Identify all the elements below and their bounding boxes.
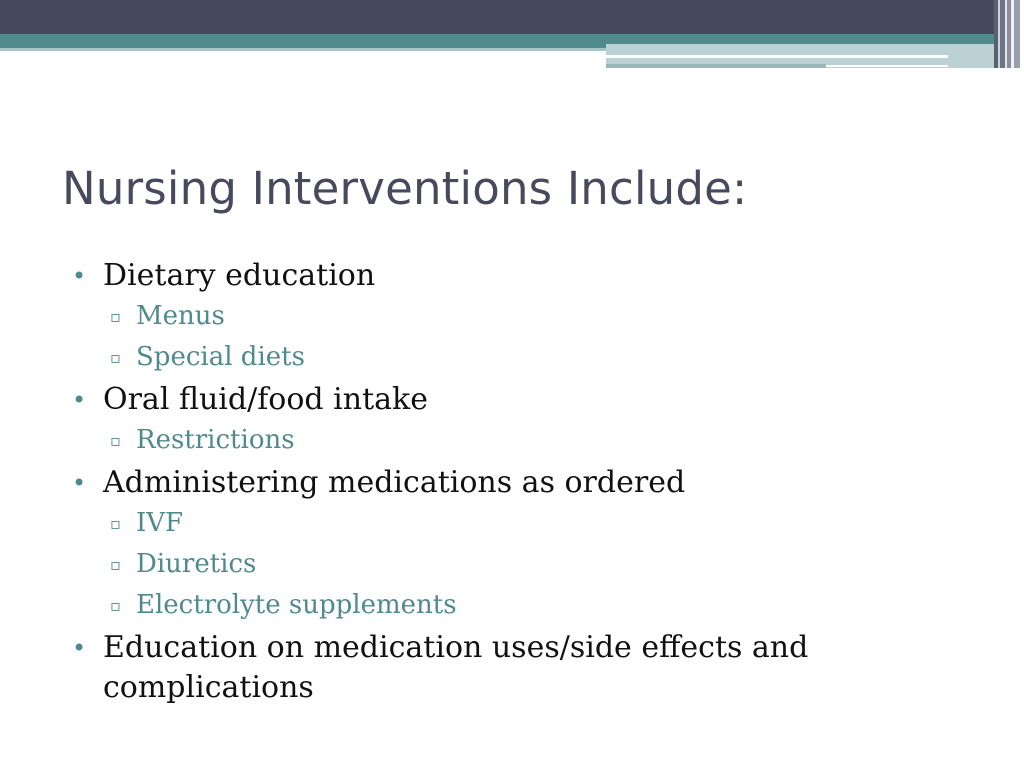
bullet-item [72, 628, 972, 708]
header-right-line [826, 65, 948, 67]
sub-bullet-item [72, 544, 972, 585]
sub-bullet-item [72, 503, 972, 544]
bullet-dot-icon: • [72, 386, 87, 414]
bullet-item [72, 256, 972, 296]
bullet-item [72, 380, 972, 420]
sub-bullet-text: Electrolyte supplements [136, 590, 457, 620]
sub-bullet-item [72, 585, 972, 626]
bullet-dot-icon: • [72, 634, 87, 662]
square-bullet-icon: ▫ [110, 348, 121, 367]
sub-bullet-text: IVF [136, 508, 184, 538]
square-bullet-icon: ▫ [110, 555, 121, 574]
slide-title: Nursing Interventions Include: [62, 162, 748, 215]
sub-bullet-item [72, 337, 972, 378]
sub-bullet-item [72, 420, 972, 461]
bullet-text: Administering medications as ordered [103, 465, 686, 500]
bullet-text: Education on medication uses/side effects and complications [103, 630, 809, 705]
square-bullet-icon: ▫ [110, 431, 121, 450]
bullet-list [72, 254, 972, 708]
sub-bullet-text: Diuretics [136, 549, 257, 579]
bullet-dot-icon: • [72, 262, 87, 290]
square-bullet-icon: ▫ [110, 596, 121, 615]
bullet-item [72, 463, 972, 503]
header-stripes [994, 0, 1024, 68]
square-bullet-icon: ▫ [110, 307, 121, 326]
header-right-line [606, 55, 948, 58]
header-light-line [0, 48, 606, 51]
square-bullet-icon: ▫ [110, 514, 121, 533]
bullet-text: Oral fluid/food intake [103, 382, 428, 417]
sub-bullet-text: Menus [136, 301, 225, 331]
header-dark-band [0, 0, 1024, 34]
sub-bullet-text: Special diets [136, 342, 305, 372]
header-right-line [606, 64, 826, 68]
bullet-dot-icon: • [72, 469, 87, 497]
bullet-text: Dietary education [103, 258, 376, 293]
sub-bullet-item [72, 296, 972, 337]
sub-bullet-text: Restrictions [136, 425, 295, 455]
